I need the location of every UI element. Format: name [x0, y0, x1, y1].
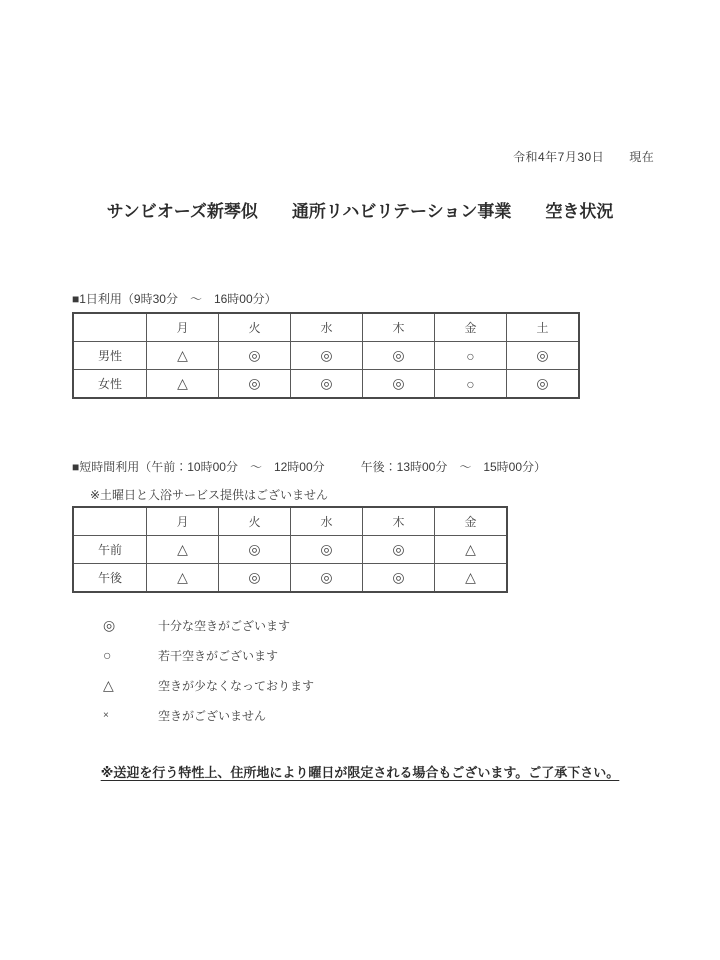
status-cell: ◎: [291, 564, 363, 593]
table-header-row: [73, 313, 579, 342]
table-header-row: [73, 507, 507, 536]
symbol-legend: [103, 610, 314, 730]
status-cell: ◎: [363, 536, 435, 564]
row-label-male: 男性: [73, 342, 147, 370]
status-cell: △: [147, 564, 219, 593]
day-header-mon: 月: [147, 313, 219, 342]
table-row-morning: [73, 536, 507, 564]
day-header-tue: 火: [219, 507, 291, 536]
short-time-section-heading: ■短時間利用（午前：10時00分 ～ 12時00分 午後：13時00分 ～ 15時00分）: [72, 460, 547, 474]
day-header-sat: 土: [507, 313, 580, 342]
status-cell: ◎: [291, 370, 363, 399]
day-header-thu: 木: [363, 507, 435, 536]
full-day-availability-table: [72, 312, 580, 399]
status-cell: ○: [435, 342, 507, 370]
legend-text: 空きが少なくなっております: [158, 678, 315, 693]
status-cell: △: [147, 342, 219, 370]
legend-text: 若干空きがございます: [158, 648, 279, 663]
transport-disclaimer-note: ※送迎を行う特性上、住所地により曜日が限定される場合もございます。ご了承下さい。: [100, 765, 620, 780]
triangle-symbol: △: [103, 676, 114, 693]
status-cell: ◎: [219, 342, 291, 370]
table-row-female: [73, 370, 579, 399]
legend-item-few: [103, 670, 314, 700]
status-cell: ◎: [219, 536, 291, 564]
corner-cell: [73, 313, 147, 342]
cross-symbol: ×: [103, 709, 109, 721]
row-label-female: 女性: [73, 370, 147, 399]
day-header-wed: 水: [291, 313, 363, 342]
double-circle-symbol: ◎: [103, 616, 116, 633]
legend-item-none: [103, 700, 314, 730]
status-cell: ◎: [363, 342, 435, 370]
status-cell: △: [435, 536, 508, 564]
status-cell: ◎: [363, 564, 435, 593]
saturday-bath-note: ※土曜日と入浴サービス提供はございません: [90, 488, 329, 502]
document-date: 令和4年7月30日 現在: [513, 150, 655, 164]
row-label-afternoon: 午後: [73, 564, 147, 593]
day-header-tue: 火: [219, 313, 291, 342]
table-row-afternoon: [73, 564, 507, 593]
day-header-mon: 月: [147, 507, 219, 536]
status-cell: ◎: [219, 370, 291, 399]
circle-symbol: ○: [103, 647, 112, 663]
full-day-section-heading: ■1日利用（9時30分 ～ 16時00分）: [72, 292, 277, 306]
status-cell: ◎: [219, 564, 291, 593]
status-cell: ◎: [363, 370, 435, 399]
status-cell: △: [147, 536, 219, 564]
day-header-fri: 金: [435, 507, 508, 536]
legend-item-plenty: [103, 610, 314, 640]
corner-cell: [73, 507, 147, 536]
status-cell: ◎: [507, 370, 580, 399]
status-cell: △: [435, 564, 508, 593]
status-cell: ◎: [291, 342, 363, 370]
day-header-thu: 木: [363, 313, 435, 342]
legend-item-some: [103, 640, 314, 670]
short-time-availability-table: [72, 506, 508, 593]
row-label-morning: 午前: [73, 536, 147, 564]
day-header-fri: 金: [435, 313, 507, 342]
legend-text: 空きがございません: [158, 708, 267, 723]
status-cell: ◎: [291, 536, 363, 564]
day-header-wed: 水: [291, 507, 363, 536]
status-cell: △: [147, 370, 219, 399]
page-title: サンビオーズ新琴似 通所リハビリテーション事業 空き状況: [106, 202, 614, 221]
status-cell: ◎: [507, 342, 580, 370]
status-cell: ○: [435, 370, 507, 399]
table-row-male: [73, 342, 579, 370]
legend-text: 十分な空きがございます: [158, 618, 291, 633]
